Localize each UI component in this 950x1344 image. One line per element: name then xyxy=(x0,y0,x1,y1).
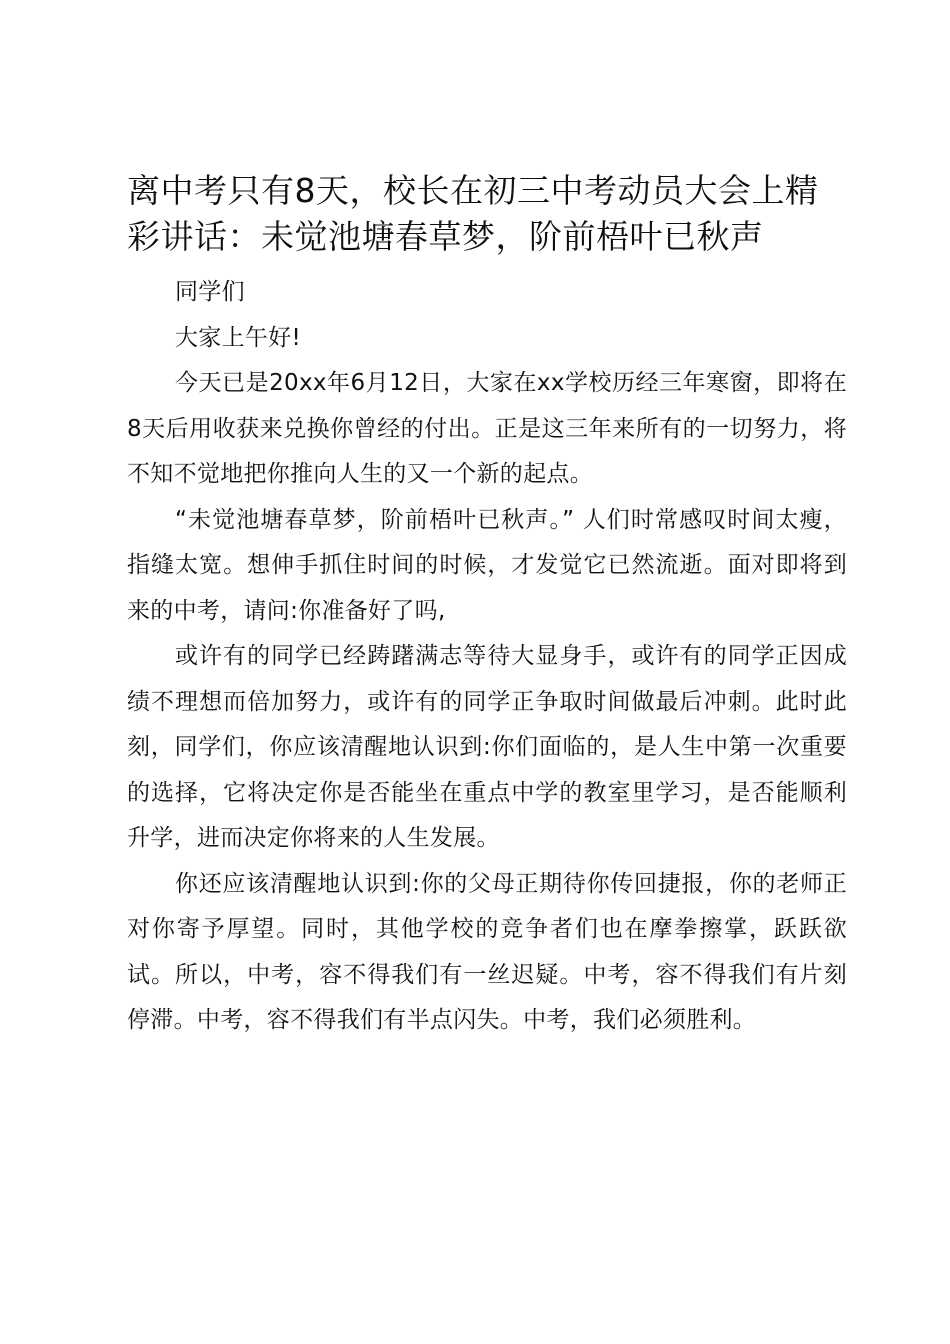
document-title: 离中考只有8天，校长在初三中考动员大会上精彩讲话：未觉池塘春草梦，阶前梧叶已秋声 xyxy=(127,171,819,256)
greeting: 大家上午好! xyxy=(175,324,302,351)
document-body xyxy=(127,270,847,1044)
paragraph-poem: “未觉池塘春草梦，阶前梧叶已秋声。” 人们时常感叹时间太瘦，指缝太宽。想伸手抓住时间的时候，才发觉它已然流逝。面对即将到来的中考，请问:你准备好了吗, xyxy=(127,506,847,624)
paragraph-parents: 你还应该清醒地认识到:你的父母正期待你传回捷报，你的老师正对你寄予厚望。同时，其他学校的竞争者们也在摩拳擦掌，跃跃欲试。所以，中考，容不得我们有一丝迟疑。中考，容不得我们有片刻停滞。中考，容不得我们有半点闪失。中考，我们必须胜利。 xyxy=(127,870,847,1033)
salutation: 同学们 xyxy=(175,279,245,305)
paragraph-students: 或许有的同学已经踌躇满志等待大显身手，或许有的同学正因成绩不理想而倍加努力，或许有的同学正争取时间做最后冲刺。此时此刻，同学们，你应该清醒地认识到:你们面临的，是人生中第一次重要的选择，它将决定你是否能坐在重点中学的教室里学习，是否能顺利升学，进而决定你将来的人生发展。 xyxy=(127,643,847,851)
document-content xyxy=(127,168,847,1044)
paragraph-date: 今天已是20xx年6月12日，大家在xx学校历经三年寒窗，即将在8天后用收获来兑换你曾经的付出。正是这三年来所有的一切努力，将不知不觉地把你推向人生的又一个新的起点。 xyxy=(127,370,847,487)
